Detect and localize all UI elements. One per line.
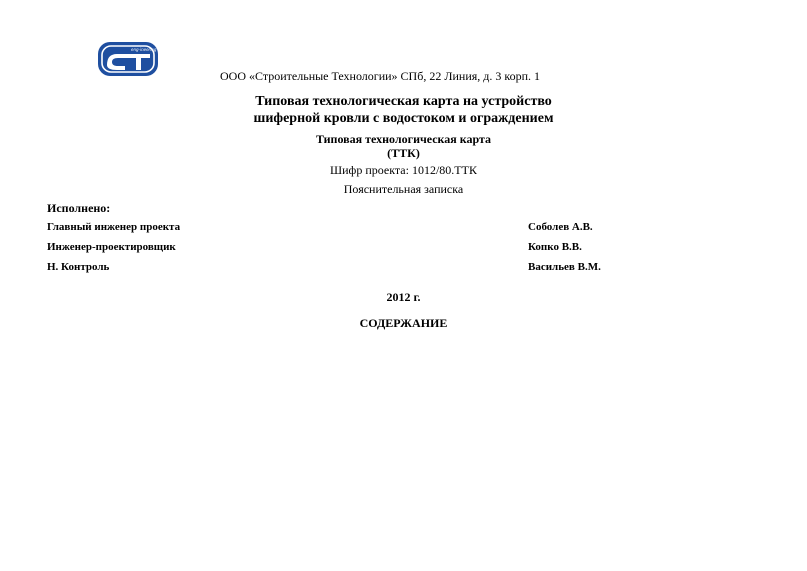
signature-role-design-engineer: Инженер-проектировщик: [47, 241, 176, 253]
signature-role-norm-control: Н. Контроль: [47, 261, 110, 273]
document-subtitle-line-2: (ТТК): [387, 146, 420, 160]
explanatory-note: Пояснительная записка: [343, 182, 464, 196]
document-title-line-1: Типовая технологическая карта на устройство: [255, 94, 552, 109]
company-logo-icon: [97, 41, 159, 77]
company-header: ООО «Строительные Технологии» СПб, 22 Линия, д. 3 корп. 1: [220, 69, 541, 83]
signature-name-design-engineer: Копко В.В.: [528, 241, 582, 253]
project-cipher: Шифр проекта: 1012/80.ТТК: [330, 163, 477, 177]
document-title: [0, 93, 807, 127]
performed-label: Исполнено:: [47, 201, 111, 215]
signature-role-chief-engineer: Главный инженер проекта: [47, 221, 181, 233]
signature-name-norm-control: Васильев В.М.: [528, 261, 601, 273]
document-title-line-2: шиферной кровли с водостоком и ограждением: [253, 111, 554, 126]
document-year: 2012 г.: [386, 290, 421, 304]
signature-name-chief-engineer: Соболев А.В.: [528, 221, 593, 233]
document-subtitle: [0, 132, 807, 160]
logo-text: eng-ineering: [131, 47, 157, 52]
contents-heading: СОДЕРЖАНИЕ: [359, 316, 448, 330]
document-subtitle-line-1: Типовая технологическая карта: [315, 132, 492, 146]
